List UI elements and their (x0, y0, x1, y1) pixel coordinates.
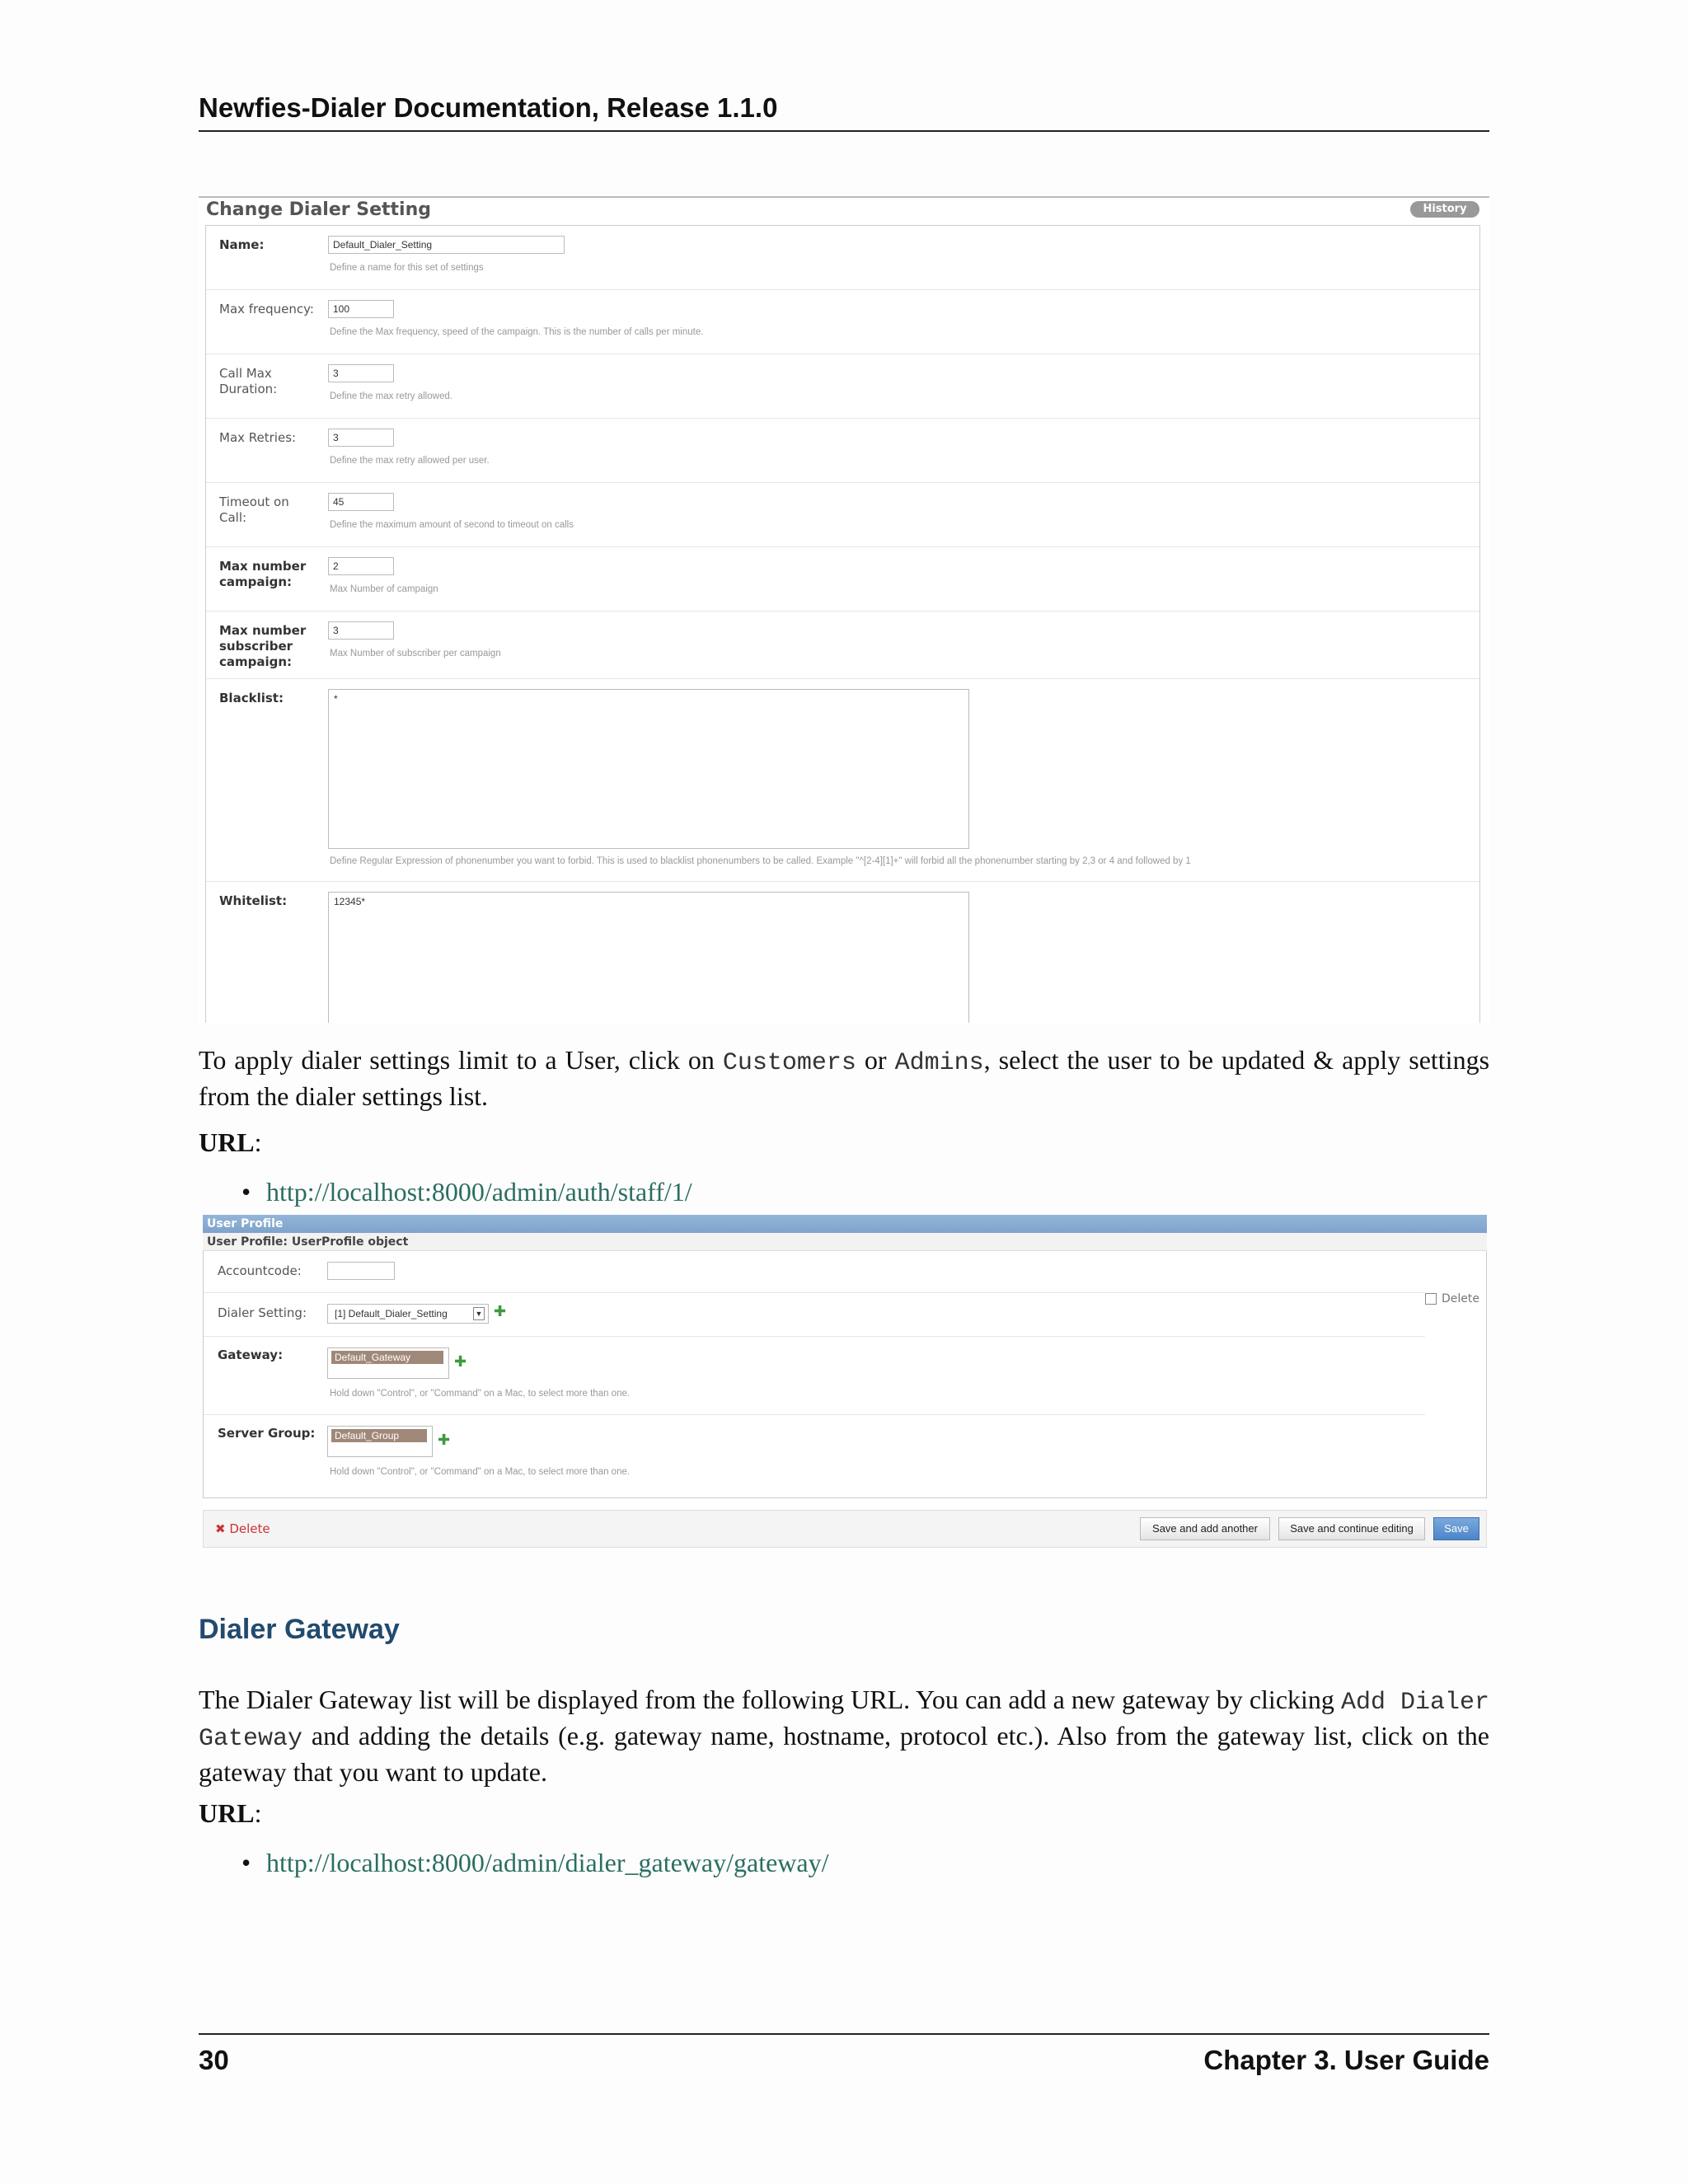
add-gateway-icon[interactable]: ✚ (454, 1353, 467, 1371)
code-add-dialer-gateway: Add Dialer Gateway (199, 1689, 1490, 1753)
close-icon: ✖ (215, 1521, 226, 1536)
field-label: Max number subscriber campaign: (219, 623, 307, 669)
field-row-max-retries (206, 419, 1479, 483)
call-max-duration-input[interactable]: 3 (328, 364, 394, 382)
add-dialer-setting-icon[interactable]: ✚ (494, 1303, 507, 1320)
row-server-group (204, 1415, 1425, 1498)
bullet-dot: • (241, 1177, 251, 1207)
whitelist-textarea[interactable]: 12345* (328, 892, 969, 1023)
user-profile-form (203, 1251, 1487, 1498)
history-button[interactable]: History (1410, 201, 1479, 218)
paragraph-dialer-gateway (199, 1683, 1489, 1788)
text: The Dialer Gateway list will be displayed from the following URL. You can add a new gateway by clicking (199, 1685, 1341, 1714)
delete-link-label: Delete (229, 1521, 270, 1536)
field-label: Whitelist: (219, 893, 288, 908)
page-number: 30 (199, 2045, 229, 2075)
delete-checkbox-label: Delete (1442, 1292, 1479, 1305)
server-group-help: Hold down "Control", or "Command" on a Mac, to select more than one. (330, 1467, 631, 1477)
accountcode-input[interactable] (327, 1262, 395, 1280)
name-input[interactable]: Default_Dialer_Setting (328, 236, 565, 254)
field-label: Call Max Duration: (219, 366, 278, 396)
code-customers: Customers (722, 1049, 856, 1077)
max-retries-input[interactable]: 3 (328, 429, 394, 447)
field-row-max-campaign (206, 547, 1479, 612)
url-heading (199, 1127, 261, 1158)
field-label: Max Retries: (219, 430, 297, 445)
url-colon: : (254, 1798, 262, 1828)
help-text: Define a name for this set of settings (330, 263, 484, 273)
max-subscriber-input[interactable]: 3 (328, 621, 394, 640)
field-label: Name: (219, 237, 265, 252)
page-footer (199, 2033, 1489, 2075)
text: , select the user to be updated & apply settings from the dialer settings list. (199, 1045, 1490, 1111)
doc-title: Newfies-Dialer Documentation, Release 1.1.0 (199, 92, 778, 123)
field-label: Max number campaign: (219, 559, 307, 589)
gateway-label: Gateway: (218, 1347, 284, 1362)
bullet-dot: • (241, 1848, 251, 1877)
chapter-title: Chapter 3. User Guide (1203, 2045, 1489, 2075)
max-frequency-input[interactable]: 100 (328, 300, 394, 318)
save-and-add-another-button[interactable]: Save and add another (1140, 1517, 1270, 1540)
field-label: Blacklist: (219, 691, 284, 705)
timeout-input[interactable]: 45 (328, 493, 394, 511)
submit-row (203, 1510, 1487, 1548)
url-heading (199, 1798, 261, 1829)
gateway-help: Hold down "Control", or "Command" on a Mac, to select more than one. (330, 1389, 631, 1399)
server-group-multiselect[interactable] (327, 1426, 433, 1457)
field-label: Timeout on Call: (219, 494, 289, 525)
staff-url-link[interactable]: http://localhost:8000/admin/auth/staff/1/ (266, 1177, 692, 1207)
code-admins: Admins (894, 1049, 984, 1077)
field-row-timeout (206, 483, 1479, 547)
text: or (856, 1045, 895, 1075)
save-button[interactable]: Save (1433, 1517, 1479, 1540)
url-label: URL (199, 1127, 255, 1157)
help-text: Define Regular Expression of phonenumber you want to forbid. This is used to blacklist phonenumbers to be called. Example "^[2-4][1]+" will forbid all the phonenumber starting by 2,3 or 4 and followed by 1 (330, 856, 1191, 866)
dialer-setting-label: Dialer Setting: (218, 1305, 307, 1320)
url-colon: : (254, 1127, 262, 1157)
section-heading: Dialer Gateway (199, 1614, 400, 1645)
row-gateway (204, 1337, 1425, 1415)
user-profile-bar: User Profile (203, 1215, 1487, 1233)
help-text: Define the max retry allowed. (330, 391, 452, 401)
field-row-whitelist (206, 882, 1479, 1023)
field-row-max-frequency (206, 290, 1479, 354)
accountcode-label: Accountcode: (218, 1263, 302, 1278)
field-label: Max frequency: (219, 302, 314, 316)
help-text: Define the maximum amount of second to timeout on calls (330, 520, 574, 530)
user-profile-screenshot (203, 1215, 1487, 1550)
user-profile-subbar: User Profile: UserProfile object (203, 1233, 1487, 1251)
delete-checkbox[interactable] (1425, 1292, 1479, 1305)
paragraph-apply-settings (199, 1043, 1489, 1113)
checkbox-icon[interactable] (1425, 1293, 1437, 1305)
row-dialer-setting (204, 1293, 1425, 1337)
gateway-option[interactable]: Default_Gateway (331, 1351, 443, 1364)
save-and-continue-button[interactable]: Save and continue editing (1278, 1517, 1425, 1540)
running-header (199, 92, 1489, 132)
form-title: Change Dialer Setting (206, 199, 432, 220)
text: and adding the details (e.g. gateway name, hostname, protocol etc.). Also from the gateway list, click on the gateway that you want to update. (199, 1721, 1489, 1787)
gateway-multiselect[interactable] (327, 1347, 449, 1379)
url-label: URL (199, 1798, 255, 1828)
dialer-setting-form (205, 225, 1480, 1023)
server-group-label: Server Group: (218, 1426, 316, 1441)
server-group-option[interactable]: Default_Group (331, 1429, 427, 1442)
help-text: Max Number of subscriber per campaign (330, 649, 501, 658)
selected-value: [1] Default_Dialer_Setting (335, 1308, 448, 1319)
field-row-name (206, 226, 1479, 290)
chevron-down-icon[interactable]: ▼ (473, 1307, 485, 1320)
row-accountcode (204, 1251, 1425, 1293)
help-text: Define the Max frequency, speed of the campaign. This is the number of calls per minute. (330, 327, 704, 337)
delete-link[interactable] (215, 1521, 270, 1536)
max-campaign-input[interactable]: 2 (328, 557, 394, 575)
help-text: Define the max retry allowed per user. (330, 456, 490, 466)
blacklist-textarea[interactable]: * (328, 689, 969, 849)
dialer-setting-select[interactable] (327, 1304, 489, 1324)
gateway-url-link[interactable]: http://localhost:8000/admin/dialer_gateway/gateway/ (266, 1848, 829, 1877)
add-server-group-icon[interactable]: ✚ (438, 1432, 451, 1449)
dialer-setting-screenshot (199, 196, 1489, 1023)
field-row-max-subscriber (206, 612, 1479, 679)
help-text: Max Number of campaign (330, 584, 438, 594)
field-row-blacklist (206, 679, 1479, 882)
field-row-call-max-duration (206, 354, 1479, 419)
text: To apply dialer settings limit to a User, click on (199, 1045, 723, 1075)
